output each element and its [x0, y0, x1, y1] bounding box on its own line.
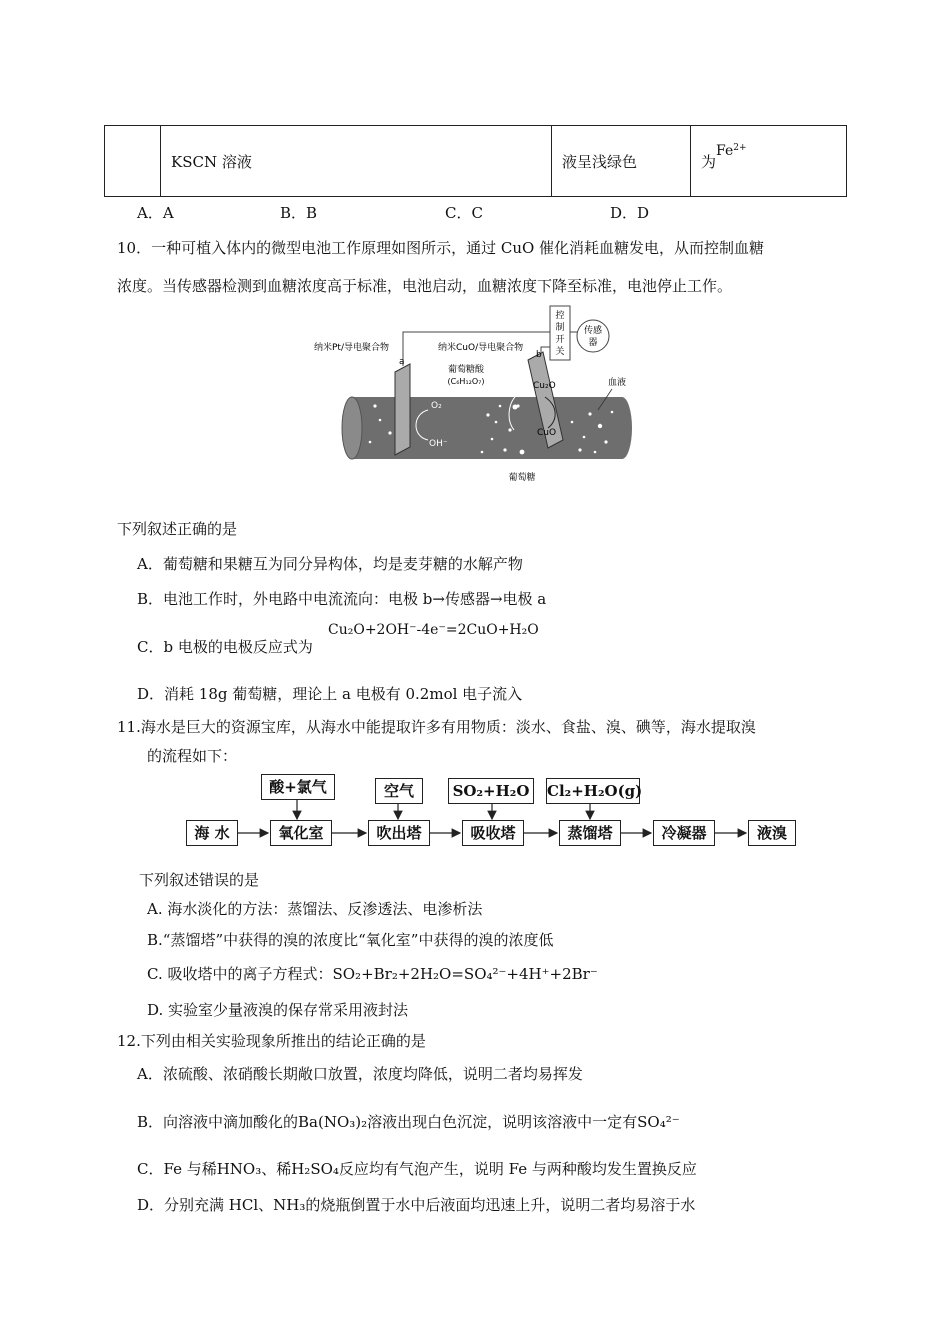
switch-char-4: 关 [555, 347, 565, 357]
battery-figure [300, 302, 645, 487]
step-condenser: 冷凝器 [653, 820, 715, 846]
sensor-label-1: 传感 [583, 326, 603, 336]
q12-option-c: C．Fe 与稀HNO₃、稀H₂SO₄反应均有气泡产生，说明 Fe 与两种酸均发生置换反应 [137, 1160, 697, 1178]
switch-char-1: 控 [555, 311, 565, 321]
label-blood: 血液 [608, 378, 627, 388]
label-glucose: 葡萄糖 [508, 473, 536, 483]
q10-option-a: A．葡萄糖和果糖互为同分异构体，均是麦芽糖的水解产物 [137, 555, 523, 573]
q11-option-b: B.“蒸馏塔”中获得的溴的浓度比“氧化室”中获得的溴的浓度低 [147, 931, 554, 949]
step-absorption-tower: 吸收塔 [462, 820, 524, 846]
q10-option-b: B．电池工作时，外电路中电流流向：电极 b→传感器→电极 a [137, 590, 547, 608]
q10-option-d: D．消耗 18g 葡萄糖，理论上 a 电极有 0.2mol 电子流入 [137, 685, 523, 703]
label-cuo-electrode: 纳米CuO/导电聚合物 [438, 343, 524, 353]
q10-stem-line1: 10．一种可植入体内的微型电池工作原理如图所示，通过 CuO 催化消耗血糖发电，从而控制血糖 [117, 239, 765, 257]
sensor-label-2: 器 [588, 338, 598, 348]
flow-arrows [180, 795, 800, 840]
label-cu2o: Cu₂O [533, 381, 556, 391]
ion-charge: 2+ [733, 142, 747, 153]
answer-table [104, 125, 847, 197]
label-b: b [536, 350, 542, 360]
step-distillation-tower: 蒸馏塔 [559, 820, 621, 846]
q10-prompt: 下列叙述正确的是 [117, 520, 238, 538]
switch-char-2: 制 [555, 323, 565, 333]
q10-stem-line2: 浓度。当传感器检测到血糖浓度高于标准，电池启动，血糖浓度下降至标准，电池停止工作。 [117, 277, 733, 295]
label-gluconic: 葡萄糖酸 [447, 365, 485, 375]
q12-option-a: A．浓硫酸、浓硝酸长期敞口放置，浓度均降低，说明二者均易挥发 [137, 1065, 583, 1083]
label-o2: O₂ [431, 401, 442, 411]
ion-symbol: Fe [716, 142, 734, 159]
table-cell-observation: 液呈浅绿色 [552, 126, 691, 197]
q9-option-d: D．D [610, 204, 650, 222]
label-a: a [399, 357, 405, 367]
q9-option-a: A．A [137, 204, 174, 222]
vessel-opening [342, 397, 362, 459]
label-cuo: CuO [537, 428, 557, 438]
q12-stem: 12.下列由相关实验现象所推出的结论正确的是 [117, 1032, 426, 1050]
glucose-dot [513, 405, 518, 410]
label-gluconic-formula: (C₆H₁₂O₇) [447, 377, 485, 386]
step-blowout-tower: 吹出塔 [368, 820, 430, 846]
table-cell-index [105, 126, 161, 197]
step-liquid-bromine: 液溴 [748, 820, 796, 846]
conclusion-prefix: 为 [701, 152, 717, 171]
q11-stem-line1: 11.海水是巨大的资源宝库，从海水中能提取许多有用物质：淡水、食盐、溴、碘等，海水提取溴 [117, 718, 756, 736]
label-oh: OH⁻ [429, 439, 448, 449]
step-seawater: 海 水 [186, 820, 238, 846]
q11-stem-line2: 的流程如下： [147, 747, 238, 765]
q12-option-d: D．分别充满 HCl、NH₃的烧瓶倒置于水中后液面均迅速上升，说明二者均易溶于水 [137, 1196, 696, 1214]
input-acid-chlorine: 酸+氯气 [261, 774, 335, 800]
electrode-a [395, 364, 410, 455]
input-air: 空气 [375, 778, 423, 804]
input-cl2-h2o: Cl₂+H₂O(g) [546, 778, 640, 804]
q9-option-b: B．B [280, 204, 318, 222]
q11-option-c: C. 吸收塔中的离子方程式：SO₂+Br₂+2H₂O=SO₄²⁻+4H⁺+2Br⁻ [147, 965, 598, 983]
wire-b [541, 347, 550, 352]
q10-option-c-text: C．b 电极的电极反应式为 [137, 638, 313, 656]
switch-char-3: 开 [555, 335, 565, 345]
q11-prompt: 下列叙述错误的是 [139, 871, 260, 889]
table-cell-reagent: KSCN 溶液 [161, 126, 552, 197]
input-so2-h2o: SO₂+H₂O [448, 778, 534, 804]
step-oxidation-chamber: 氧化室 [270, 820, 332, 846]
label-pt: 纳米Pt/导电聚合物 [314, 343, 389, 353]
q9-option-c: C．C [445, 204, 483, 222]
table-row [105, 126, 847, 197]
vessel-end [612, 397, 632, 459]
q11-option-a: A. 海水淡化的方法：蒸馏法、反渗透法、电渗析法 [147, 900, 483, 918]
q10-option-c-equation: Cu₂O+2OH⁻-4e⁻=2CuO+H₂O [328, 622, 539, 638]
q12-option-b: B．向溶液中滴加酸化的Ba(NO₃)₂溶液出现白色沉淀，说明该溶液中一定有SO₄²⁻ [137, 1113, 680, 1131]
q11-option-d: D. 实验室少量液溴的保存常采用液封法 [147, 1001, 409, 1019]
table-cell-conclusion [691, 126, 847, 197]
